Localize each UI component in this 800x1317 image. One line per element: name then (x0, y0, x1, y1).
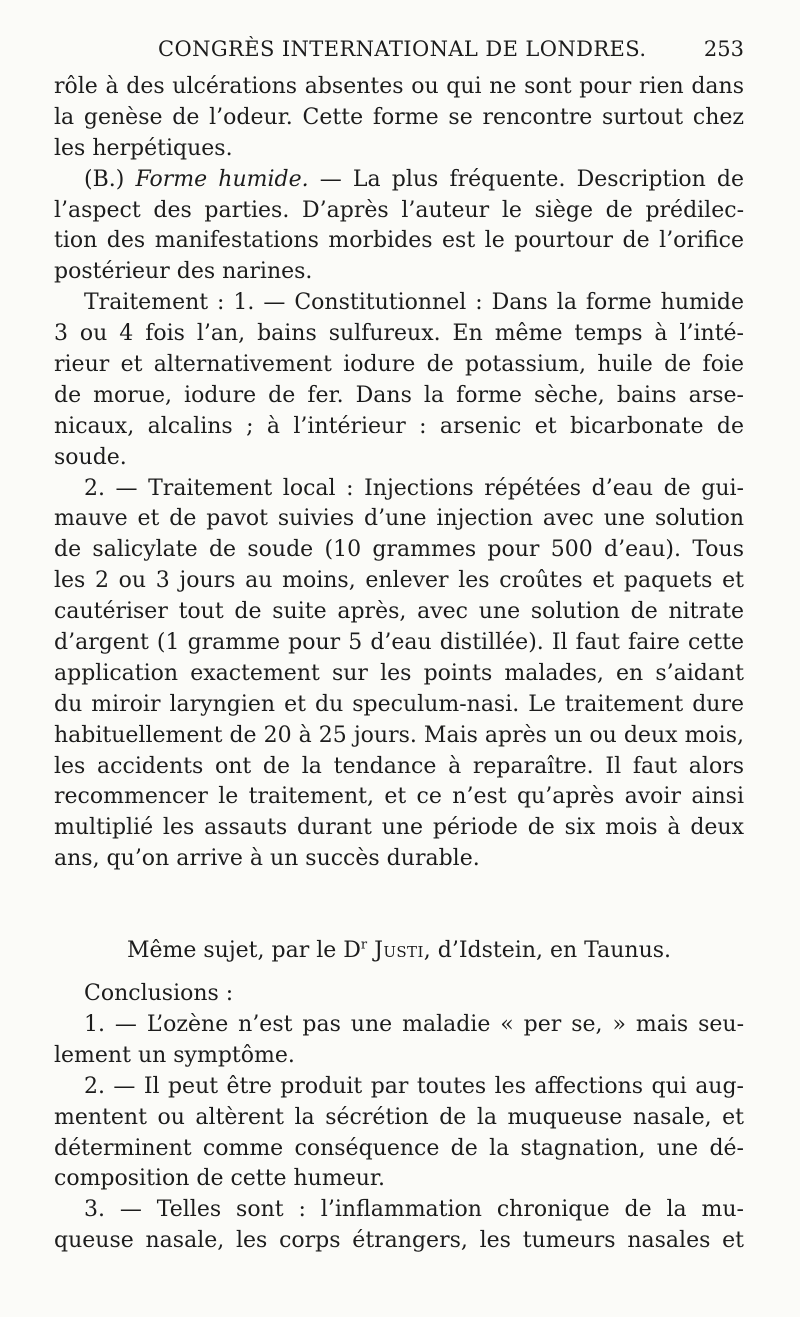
conclusions-label: Conclusions : (84, 981, 234, 1007)
text-line: multiplié les assauts durant une période de six mois à deux (54, 815, 744, 841)
conclusion-3 (54, 1195, 744, 1257)
paragraph-traitement-constitutionnel (54, 288, 744, 473)
text-line: 2. — Traitement local : Injections répétées d’eau de gui- (84, 475, 744, 501)
conclusion-1 (54, 1010, 744, 1072)
text-line: nicaux, alcalins ; à l’intérieur : arsenic et bicarbonate de (54, 413, 744, 439)
page-number: 253 (703, 37, 744, 61)
page-text (54, 72, 744, 1257)
heading-superscript: r (360, 937, 368, 953)
section-heading (54, 936, 744, 967)
heading-text: Même sujet, par le D (126, 938, 361, 964)
text-run: — La plus fréquente. Description de (308, 166, 744, 192)
text-line: la genèse de l’odeur. Cette forme se rencontre surtout chez (54, 104, 744, 130)
section-label: (B.) (84, 166, 125, 192)
running-header (54, 30, 744, 70)
section-spacer (54, 967, 744, 979)
conclusion-2 (54, 1072, 744, 1196)
text-line: tion des manifestations morbides est le pourtour de l’orifice (54, 228, 744, 254)
text-line: habituellement de 20 à 25 jours. Mais après un ou deux mois, (54, 722, 744, 748)
text-line: ans, qu’on arrive à un succès durable. (54, 846, 480, 872)
text-line: 1. — L’ozène n’est pas une maladie « per se, » mais seu- (84, 1011, 744, 1037)
text-line: 3 ou 4 fois l’an, bains sulfureux. En même temps à l’inté- (54, 321, 744, 347)
text-line: les herpétiques. (54, 135, 233, 161)
text-line: postérieur des narines. (54, 259, 313, 285)
text-line: les accidents ont de la tendance à reparaître. Il faut alors (54, 753, 744, 779)
text-line: recommencer le traitement, et ce n’est qu’après avoir ainsi (54, 784, 744, 810)
text-line: les 2 ou 3 jours au moins, enlever les croûtes et paquets et (54, 568, 744, 594)
heading-text: , d’Idstein, en Taunus. (423, 938, 672, 964)
text-line: d’argent (1 gramme pour 5 d’eau distillée). Il faut faire cette (54, 630, 744, 656)
text-line: composition de cette humeur. (54, 1166, 385, 1192)
text-line: mentent ou altèrent la sécrétion de la muqueuse nasale, et (54, 1104, 744, 1130)
text-line: de salicylate de soude (10 grammes pour 500 d’eau). Tous (54, 537, 744, 563)
text-line: 3. — Telles sont : l’inflammation chronique de la mu- (84, 1197, 744, 1223)
text-line: mauve et de pavot suivies d’une injection avec une solution (54, 506, 744, 532)
text-line: du miroir laryngien et du speculum-nasi. Le traitement dure (54, 691, 744, 717)
text-line: rôle à des ulcérations absentes ou qui ne sont pour rien dans (54, 74, 744, 99)
text-line: soude. (54, 444, 127, 470)
text-line: l’aspect des parties. D’après l’auteur le siège de prédilec- (54, 197, 744, 223)
text-line: 2. — Il peut être produit par toutes les affections qui aug- (84, 1073, 744, 1099)
paragraph-traitement-local (54, 474, 744, 876)
text-line (54, 165, 744, 196)
text-line: cautériser tout de suite après, avec une solution de nitrate (54, 599, 744, 625)
text-line: application exactement sur les points malades, en s’aidant (54, 660, 744, 686)
text-line: déterminent comme conséquence de la stagnation, une dé- (54, 1135, 744, 1161)
text-line: rieur et alternativement iodure de potassium, huile de foie (54, 352, 744, 378)
paragraph-forme-humide (54, 165, 744, 289)
text-line: Traitement : 1. — Constitutionnel : Dans la forme humide (84, 290, 744, 316)
section-spacer (54, 875, 744, 936)
section-title: Forme humide. (135, 166, 309, 192)
author-name: Justi (374, 938, 424, 964)
running-title: CONGRÈS INTERNATIONAL DE LONDRES. (158, 37, 647, 61)
text-line: de morue, iodure de fer. Dans la forme sèche, bains arse- (54, 382, 744, 408)
paragraph-odor-origin (54, 72, 744, 165)
text-line: queuse nasale, les corps étrangers, les tumeurs nasales et (54, 1228, 744, 1254)
text-line: lement un symptôme. (54, 1042, 295, 1068)
